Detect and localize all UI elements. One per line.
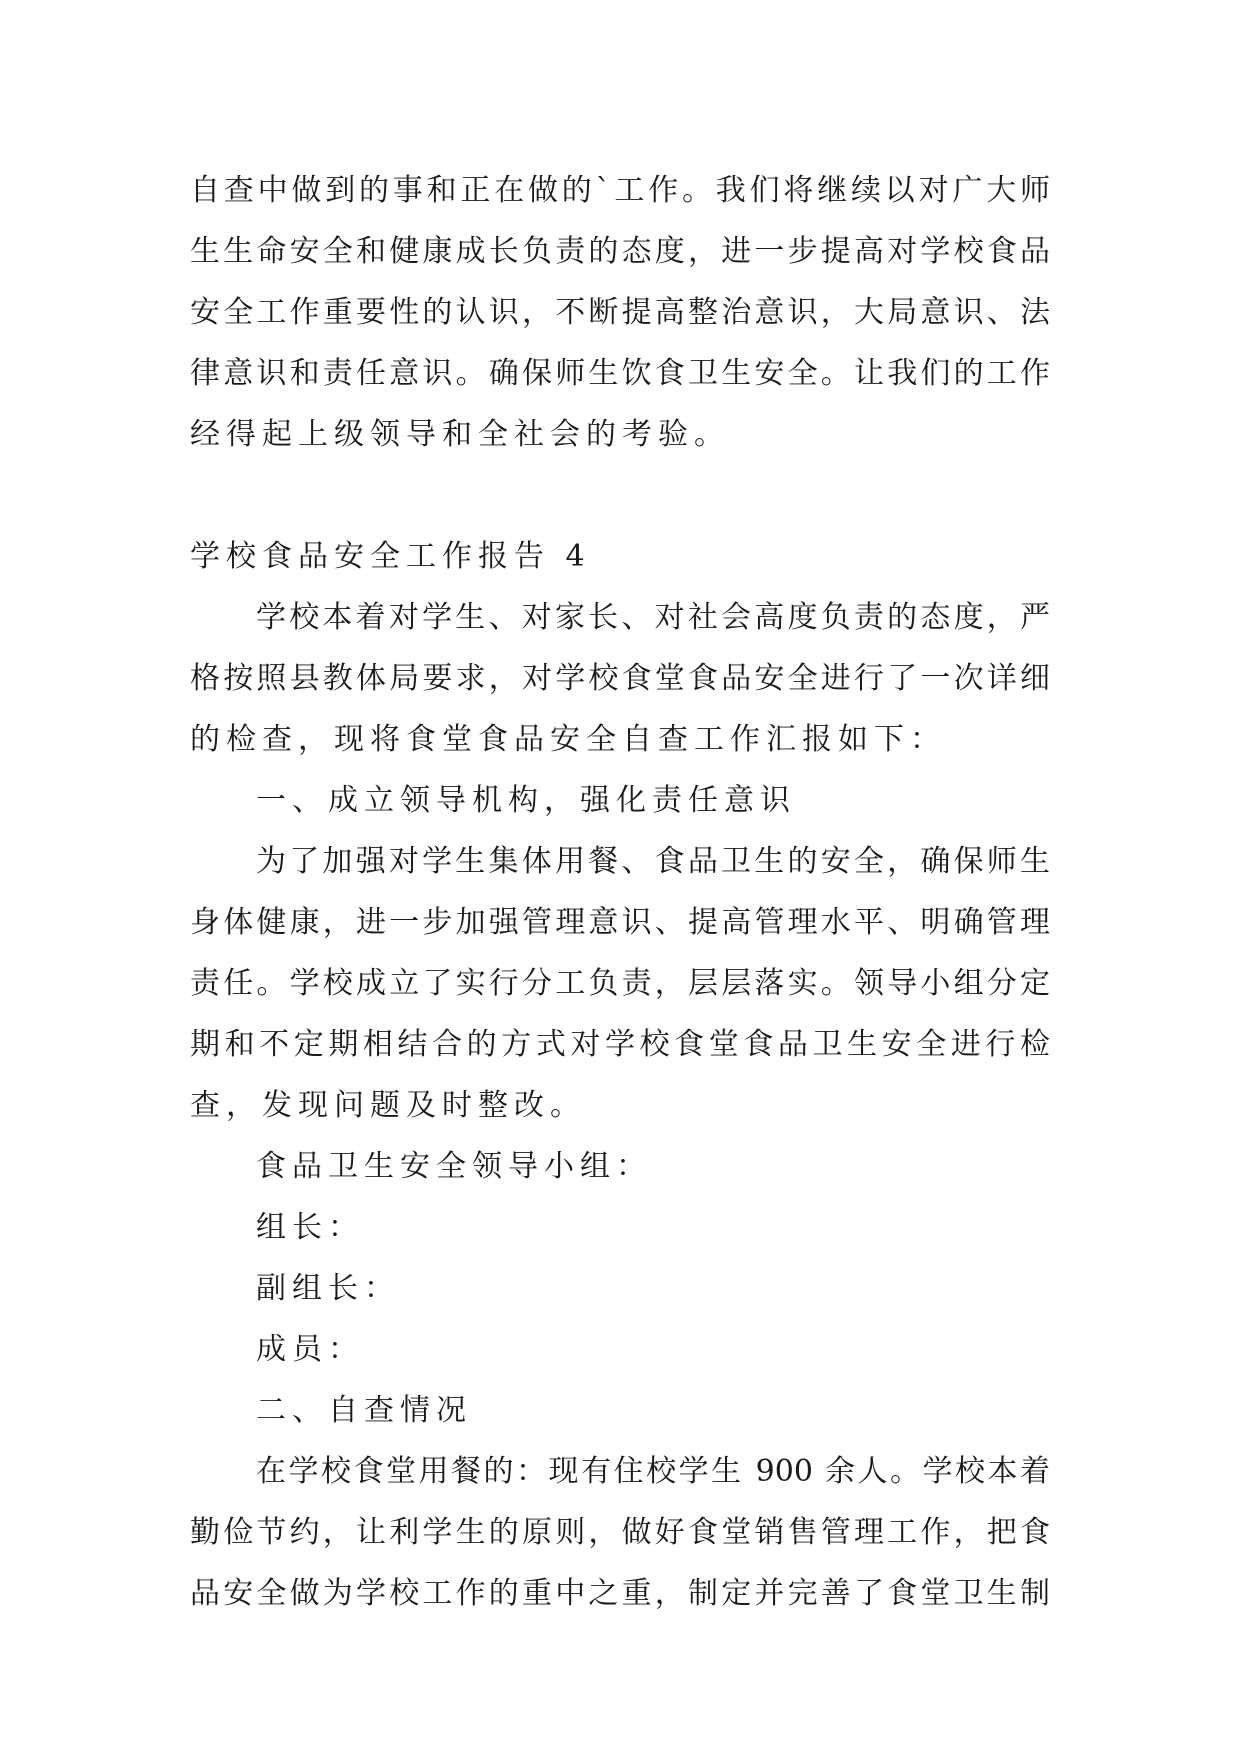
text-line: 勤俭节约，让利学生的原则，做好食堂销售管理工作，把食 [190,1515,1050,1550]
group-title: 食品卫生安全领导小组： [256,1149,652,1184]
paragraph-gap [190,465,1050,526]
members-label: 成员： [256,1332,364,1367]
text-line: 生生命安全和健康成长负责的态度，进一步提高对学校食品 [190,234,1050,269]
paragraph-3 [190,1441,1050,1624]
leader-label: 组长： [256,1210,364,1245]
heading-1: 一、成立领导机构，强化责任意识 [256,783,796,818]
text-line: 身体健康，进一步加强管理意识、提高管理水平、明确管理 [190,905,1050,940]
text-line: 安全工作重要性的认识，不断提高整治意识，大局意识、法 [190,295,1050,330]
paragraph-2 [190,831,1050,1136]
text-line: 为了加强对学生集体用餐、食品卫生的安全，确保师生 [256,844,1050,879]
intro-paragraph [190,160,1050,465]
text-line: 在学校食堂用餐的：现有住校学生 900 余人。学校本着 [256,1454,1050,1489]
text-line: 律意识和责任意识。确保师生饮食卫生安全。让我们的工作 [190,356,1050,391]
section-title: 学校食品安全工作报告 4 [190,539,591,574]
text-line: 期和不定期相结合的方式对学校食堂食品卫生安全进行检 [190,1027,1050,1062]
text-line: 自查中做到的事和正在做的`工作。我们将继续以对广大师 [190,173,1050,208]
text-line: 经得起上级领导和全社会的考验。 [190,417,730,452]
heading-2: 二、自查情况 [256,1393,472,1428]
text-line: 格按照县教体局要求，对学校食堂食品安全进行了一次详细 [190,661,1050,696]
document-page [190,160,1050,1624]
paragraph-1 [190,587,1050,770]
vice-leader-label: 副组长： [256,1271,400,1306]
text-line: 学校本着对学生、对家长、对社会高度负责的态度，严 [256,600,1050,635]
text-line: 的检查，现将食堂食品安全自查工作汇报如下： [190,722,946,757]
text-line: 责任。学校成立了实行分工负责，层层落实。领导小组分定 [190,966,1050,1001]
text-line: 品安全做为学校工作的重中之重，制定并完善了食堂卫生制 [190,1576,1050,1611]
text-line: 查，发现问题及时整改。 [190,1088,586,1123]
